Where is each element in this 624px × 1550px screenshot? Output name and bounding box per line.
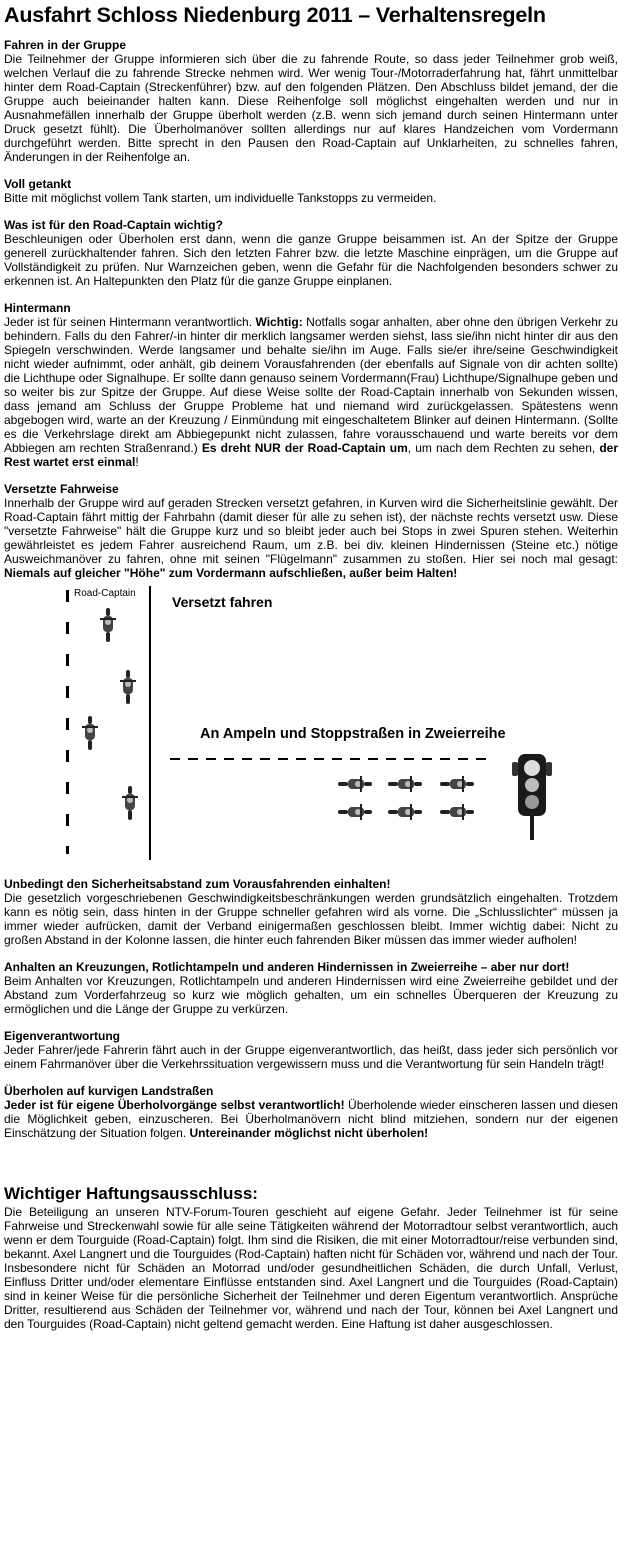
page-title: Ausfahrt Schloss Niedenburg 2011 – Verhaltensregeln	[4, 3, 546, 27]
section-heading: Versetzte Fahrweise	[4, 482, 119, 496]
section-anhalten-zweierreihe	[4, 960, 618, 1016]
motorcycle-icon	[338, 804, 372, 820]
zweierreihe-label: An Ampeln und Stoppstraßen in Zweierreihe	[200, 726, 506, 742]
text-run: Überholende wieder einscheren lassen und diesen die Möglichkeit geben, einzuscheren. Bei Überholmanövern nicht blind mitziehen, sondern nur der eigenen Einschätzung der Situation folgen.	[4, 1098, 618, 1140]
motorcycle-icon	[440, 776, 474, 792]
motorcycle-icon	[100, 608, 116, 642]
motorcycle-icon	[82, 716, 98, 750]
lane-dashed-line	[66, 590, 69, 854]
section-fahren-in-der-gruppe	[4, 38, 618, 164]
lane-solid-line	[149, 586, 151, 860]
motorcycle-icon	[388, 776, 422, 792]
section-heading: Überholen auf kurvigen Landstraßen	[4, 1084, 214, 1098]
section-heading: Anhalten an Kreuzungen, Rotlichtampeln und anderen Hindernissen in Zweierreihe – aber nur dort!	[4, 960, 570, 974]
section-heading: Eigenverantwortung	[4, 1029, 121, 1043]
section-ueberholen	[4, 1084, 618, 1140]
road-captain-label: Road-Captain	[74, 588, 136, 599]
text-run: Jeder ist für seinen Hintermann verantwortlich.	[4, 315, 256, 329]
motorcycle-icon	[120, 670, 136, 704]
section-text	[4, 496, 618, 580]
text-run-bold: Jeder ist für eigene Überholvorgänge selbst verantwortlich!	[4, 1098, 345, 1112]
text-run-bold: der Rest wartet erst einmal	[4, 441, 618, 469]
section-heading: Unbedingt den Sicherheitsabstand zum Vorausfahrenden einhalten!	[4, 877, 391, 891]
motorcycle-icon	[122, 786, 138, 820]
motorcycle-icon	[388, 804, 422, 820]
section-heading: Fahren in der Gruppe	[4, 38, 127, 52]
section-text: Beim Anhalten vor Kreuzungen, Rotlichtampeln und anderen Hindernissen wird eine Zweierreihe gebildet und der Abstand zum Vorderfahrzeug so kurz wie möglich gehalten, um ein schnelles Überqueren der Kreuzung zu ermöglichen und die Länge der Gruppe zu verkürzen.	[4, 974, 618, 1016]
section-heading: Wichtiger Haftungsausschluss:	[4, 1184, 258, 1203]
section-text: Beschleunigen oder Überholen erst dann, wenn die ganze Gruppe beisammen ist. An der Spitze der Gruppe generell zurückhaltender fahren. Sich den letzten Fahrer bzw. die letzte Maschine einprägen, um die Gruppe auf Vollständigkeit zu prüfen. Nur Warnzeichen geben, wenn die Gefahr für die Nachfolgenden besonders schwer zu erkennen ist. An Haltepunkten den Platz für die ganze Gruppe einplanen.	[4, 232, 618, 288]
section-text: Jeder Fahrer/jede Fahrerin fährt auch in der Gruppe eigenverantwortlich, das heißt, dass jeder sich persönlich vor einem Fahrmanöver über die Verkehrssituation vergewissern muss und die Verantwortung für sein Handeln trägt!	[4, 1043, 618, 1071]
section-text	[4, 315, 618, 469]
section-text: Bitte mit möglichst vollem Tank starten, um individuelle Tankstopps zu vermeiden.	[4, 191, 437, 205]
section-heading: Hintermann	[4, 301, 71, 315]
text-run-bold: Es dreht NUR der Road-Captain um	[201, 441, 408, 455]
section-hintermann	[4, 301, 618, 469]
section-text: Die Beteiligung an unseren NTV-Forum-Touren geschieht auf eigene Gefahr. Jeder Teilnehmer ist für seine Fahrweise und Streckenwahl sowie für alle seine Tätigkeiten während der Motorradtour selbst verantwortlich, auch wenn er dem Tourguide (Road-Captain) folgt. Ihm sind die Risiken, die mit einer Motorradtour/reise verbunden sind, bekannt. Axel Langnert und die Tourguides (Rod-Captain) haften nicht für Schäden vor, während und nach der Tour. Insbesondere nicht für Schäden an Motorrad und/oder gesundheitlichen Schäden, die durch Unfall, Verlust, Einfluss Dritter und/oder elementare Einflüsse entstanden sind. Axel Langnert und die Tourguides (Road-Captain) sind in keiner Weise für die persönliche Sicherheit der Teilnehmer und deren Eigentum verantwortlich. Ansprüche Dritter, resultierend aus Schäden der Teilnehmer vor, während und nach der Tour, können bei Axel Langnert und den Tourguides (Road-Captain) nicht geltend gemacht werden. Eine Haftung ist daher ausgeschlossen.	[4, 1205, 618, 1331]
text-run-bold: Untereinander möglichst nicht überholen!	[189, 1126, 429, 1140]
section-eigenverantwortung	[4, 1029, 618, 1071]
section-heading: Voll getankt	[4, 177, 72, 191]
text-run-bold: Wichtig:	[255, 315, 303, 329]
section-heading: Was ist für den Road-Captain wichtig?	[4, 218, 223, 232]
stop-line-dashed	[170, 758, 488, 760]
section-haftungsausschluss	[4, 1184, 618, 1331]
traffic-light-icon	[508, 752, 556, 842]
text-run: !	[135, 455, 139, 469]
text-run: Notfalls sogar anhalten, aber ohne den übrigen Verkehr zu behindern. Falls du den Fahrer/-in hinter dir merklich langsamer werden siehst, lass sie/ihn nicht hinter dir aus den Spiegeln verschwinden. Werde langsamer und behalte sie/ihn im Auge. Falls sie/er ihre/seine Geschwindigkeit nicht wieder aufnimmt, oder anhält, gib deinem Vorausfahrenden (der ebenfalls auf Signale von dir achten sollte) die Lichthupe oder Signalhupe. Er sollte dann genauso seinem Vordermann(Frau) Lichthupe/Signalhupe geben und so weiter bis zur Spitze der Gruppe. Auf diese Weise sollte der Road-Captain innerhalb von Sekunden wissen, dass jemand am Schluss der Gruppe Probleme hat und niemand wird zurückgelassen. Spätestens wenn abgebogen wird, warte an der Kreuzung / Einmündung mit eingeschaltetem Blinker auf deinen Hintermann. (Sollte es die Verkehrslage direkt am Abbiegepunkt nicht zulassen, fahre vorausschauend und warte bereits vor dem Abbiegen am rechten Straßenrand.)	[4, 315, 618, 455]
text-run-bold: Niemals auf gleicher "Höhe" zum Vordermann aufschließen, außer beim Halten!	[4, 566, 458, 580]
section-voll-getankt	[4, 177, 618, 205]
formation-diagram	[4, 586, 618, 864]
motorcycle-icon	[440, 804, 474, 820]
motorcycle-icon	[338, 776, 372, 792]
section-sicherheitsabstand	[4, 877, 618, 947]
text-run: Innerhalb der Gruppe wird auf geraden Strecken versetzt gefahren, in Kurven wird die Sicherheitslinie gewählt. Der Road-Captain fährt mittig der Fahrbahn (damit dieser für alle zu sehen ist), der nächste rechts versetzt usw. Diese "versetzte Fahrweise" hält die Gruppe kurz und so bleibt jeder auch bei Stops in zwei Spuren stehen. Weiterhin gewährleistet es jedem Fahrer ausreichend Raum, um z.B. bei div. kleinen Hindernissen (Steine etc.) nötige Ausweichmanöver zu fahren, ohne mit seinen "Flügelmann" zusammen zu stoßen. Hier sei noch mal gesagt:	[4, 496, 618, 566]
section-text: Die Teilnehmer der Gruppe informieren sich über die zu fahrende Route, so dass jeder Teilnehmer grob weiß, welchen Verlauf die zu fahrende Strecke nehmen wird. Wer wenig Tour-/Motorraderfahrung hat, fährt unmittelbar hinter dem Road-Captain (Streckenführer) bzw. auf den folgenden Plätzen. Den Abschluss bildet jemand, der die Gruppe auch beieinander halten kann. Diese Reihenfolge soll möglichst eingehalten werden und nur in Ausnahmefällen innerhalb der Gruppe überholt werden (z.B. wenn sich jemand durch seinen Hintermann unter Druck gesetzt fühlt). Die Überholmanöver sollten allerdings nur auf klares Handzeichen vom Vordermann durchgeführt werden. Bitte sprecht in den Pausen den Road-Captain auf Unklarheiten, zu schnelles fahren, Änderungen in der Reihenfolge an.	[4, 52, 618, 164]
section-text: Die gesetzlich vorgeschriebenen Geschwindigkeitsbeschränkungen werden grundsätzlich eingehalten. Trotzdem kann es nötig sein, dass hinten in der Gruppe schneller gefahren wird als vorne. Die „Schlusslichter“ müssen ja immer wieder aufrücken, damit der Verband einigermaßen geschlossen bleibt. Immer wichtig dabei: Nicht zu großen Abstand in der Kolonne lassen, die hinter euch fahrenden Biker müssen das immer wieder aufholen!	[4, 891, 618, 947]
versetzt-fahren-label: Versetzt fahren	[172, 594, 273, 610]
document-page	[4, 0, 618, 1344]
section-text	[4, 1098, 618, 1140]
section-versetzte-fahrweise	[4, 482, 618, 580]
section-road-captain	[4, 218, 618, 288]
text-run: , um nach dem Rechten zu sehen,	[407, 441, 600, 455]
